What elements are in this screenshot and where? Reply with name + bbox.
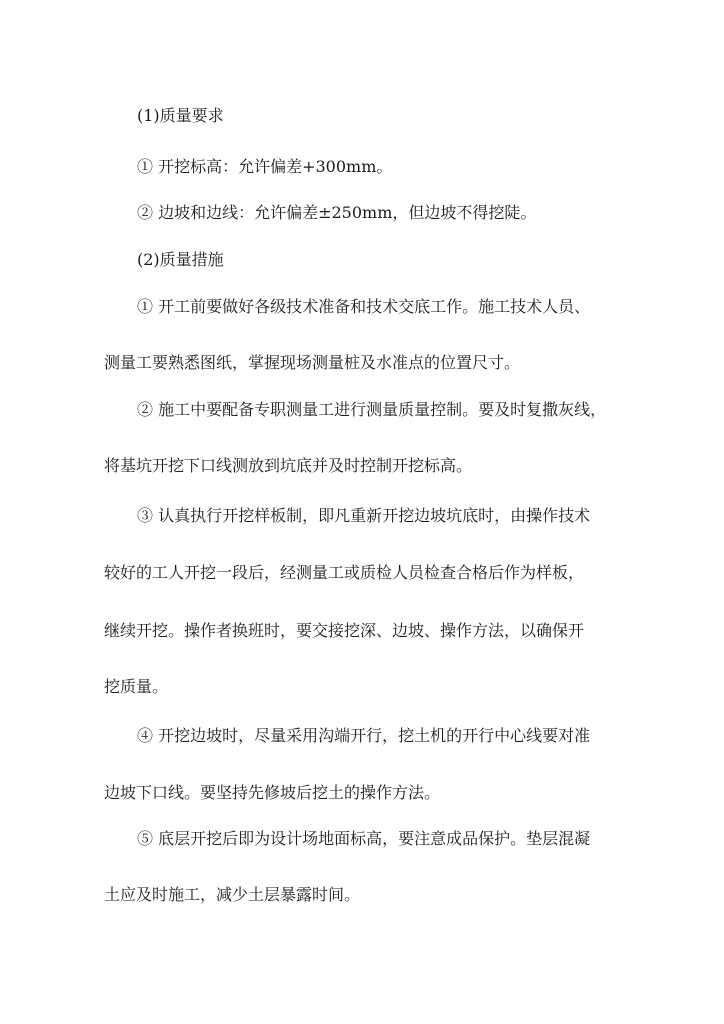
text-line: ③ 认真执行开挖样板制，即凡重新开挖边坡坑底时，由操作技术 <box>137 506 591 525</box>
text-line: 土应及时施工，减少土层暴露时间。 <box>104 885 361 904</box>
text-line: 测量工要熟悉图纸，掌握现场测量桩及水准点的位置尺寸。 <box>104 353 521 372</box>
text-line: ② 边坡和边线：允许偏差±250mm，但边坡不得挖陡。 <box>137 203 537 222</box>
text-line: 较好的工人开挖一段后，经测量工或质检人员检查合格后作为样板， <box>104 563 585 582</box>
text-line: ① 开挖标高：允许偏差+300mm。 <box>137 157 393 176</box>
text-line: ① 开工前要做好各级技术准备和技术交底工作。施工技术人员、 <box>137 297 591 316</box>
text-line: 边坡下口线。要坚持先修坡后挖土的操作方法。 <box>104 783 441 802</box>
text-line: ② 施工中要配备专职测量工进行测量质量控制。要及时复撒灰线， <box>137 400 607 419</box>
text-line: ⑤ 底层开挖后即为设计场地面标高，要注意成品保护。垫层混凝 <box>137 829 591 848</box>
text-line: 继续开挖。操作者换班时，要交接挖深、边坡、操作方法，以确保开 <box>104 621 585 640</box>
text-line: 挖质量。 <box>104 677 169 696</box>
text-line: ④ 开挖边坡时，尽量采用沟端开行，挖土机的开行中心线要对准 <box>137 726 591 745</box>
heading-quality-requirements: (1)质量要求 <box>137 106 224 125</box>
text-line: 将基坑开挖下口线测放到坑底并及时控制开挖标高。 <box>104 456 473 475</box>
heading-quality-measures: (2)质量措施 <box>137 250 224 269</box>
